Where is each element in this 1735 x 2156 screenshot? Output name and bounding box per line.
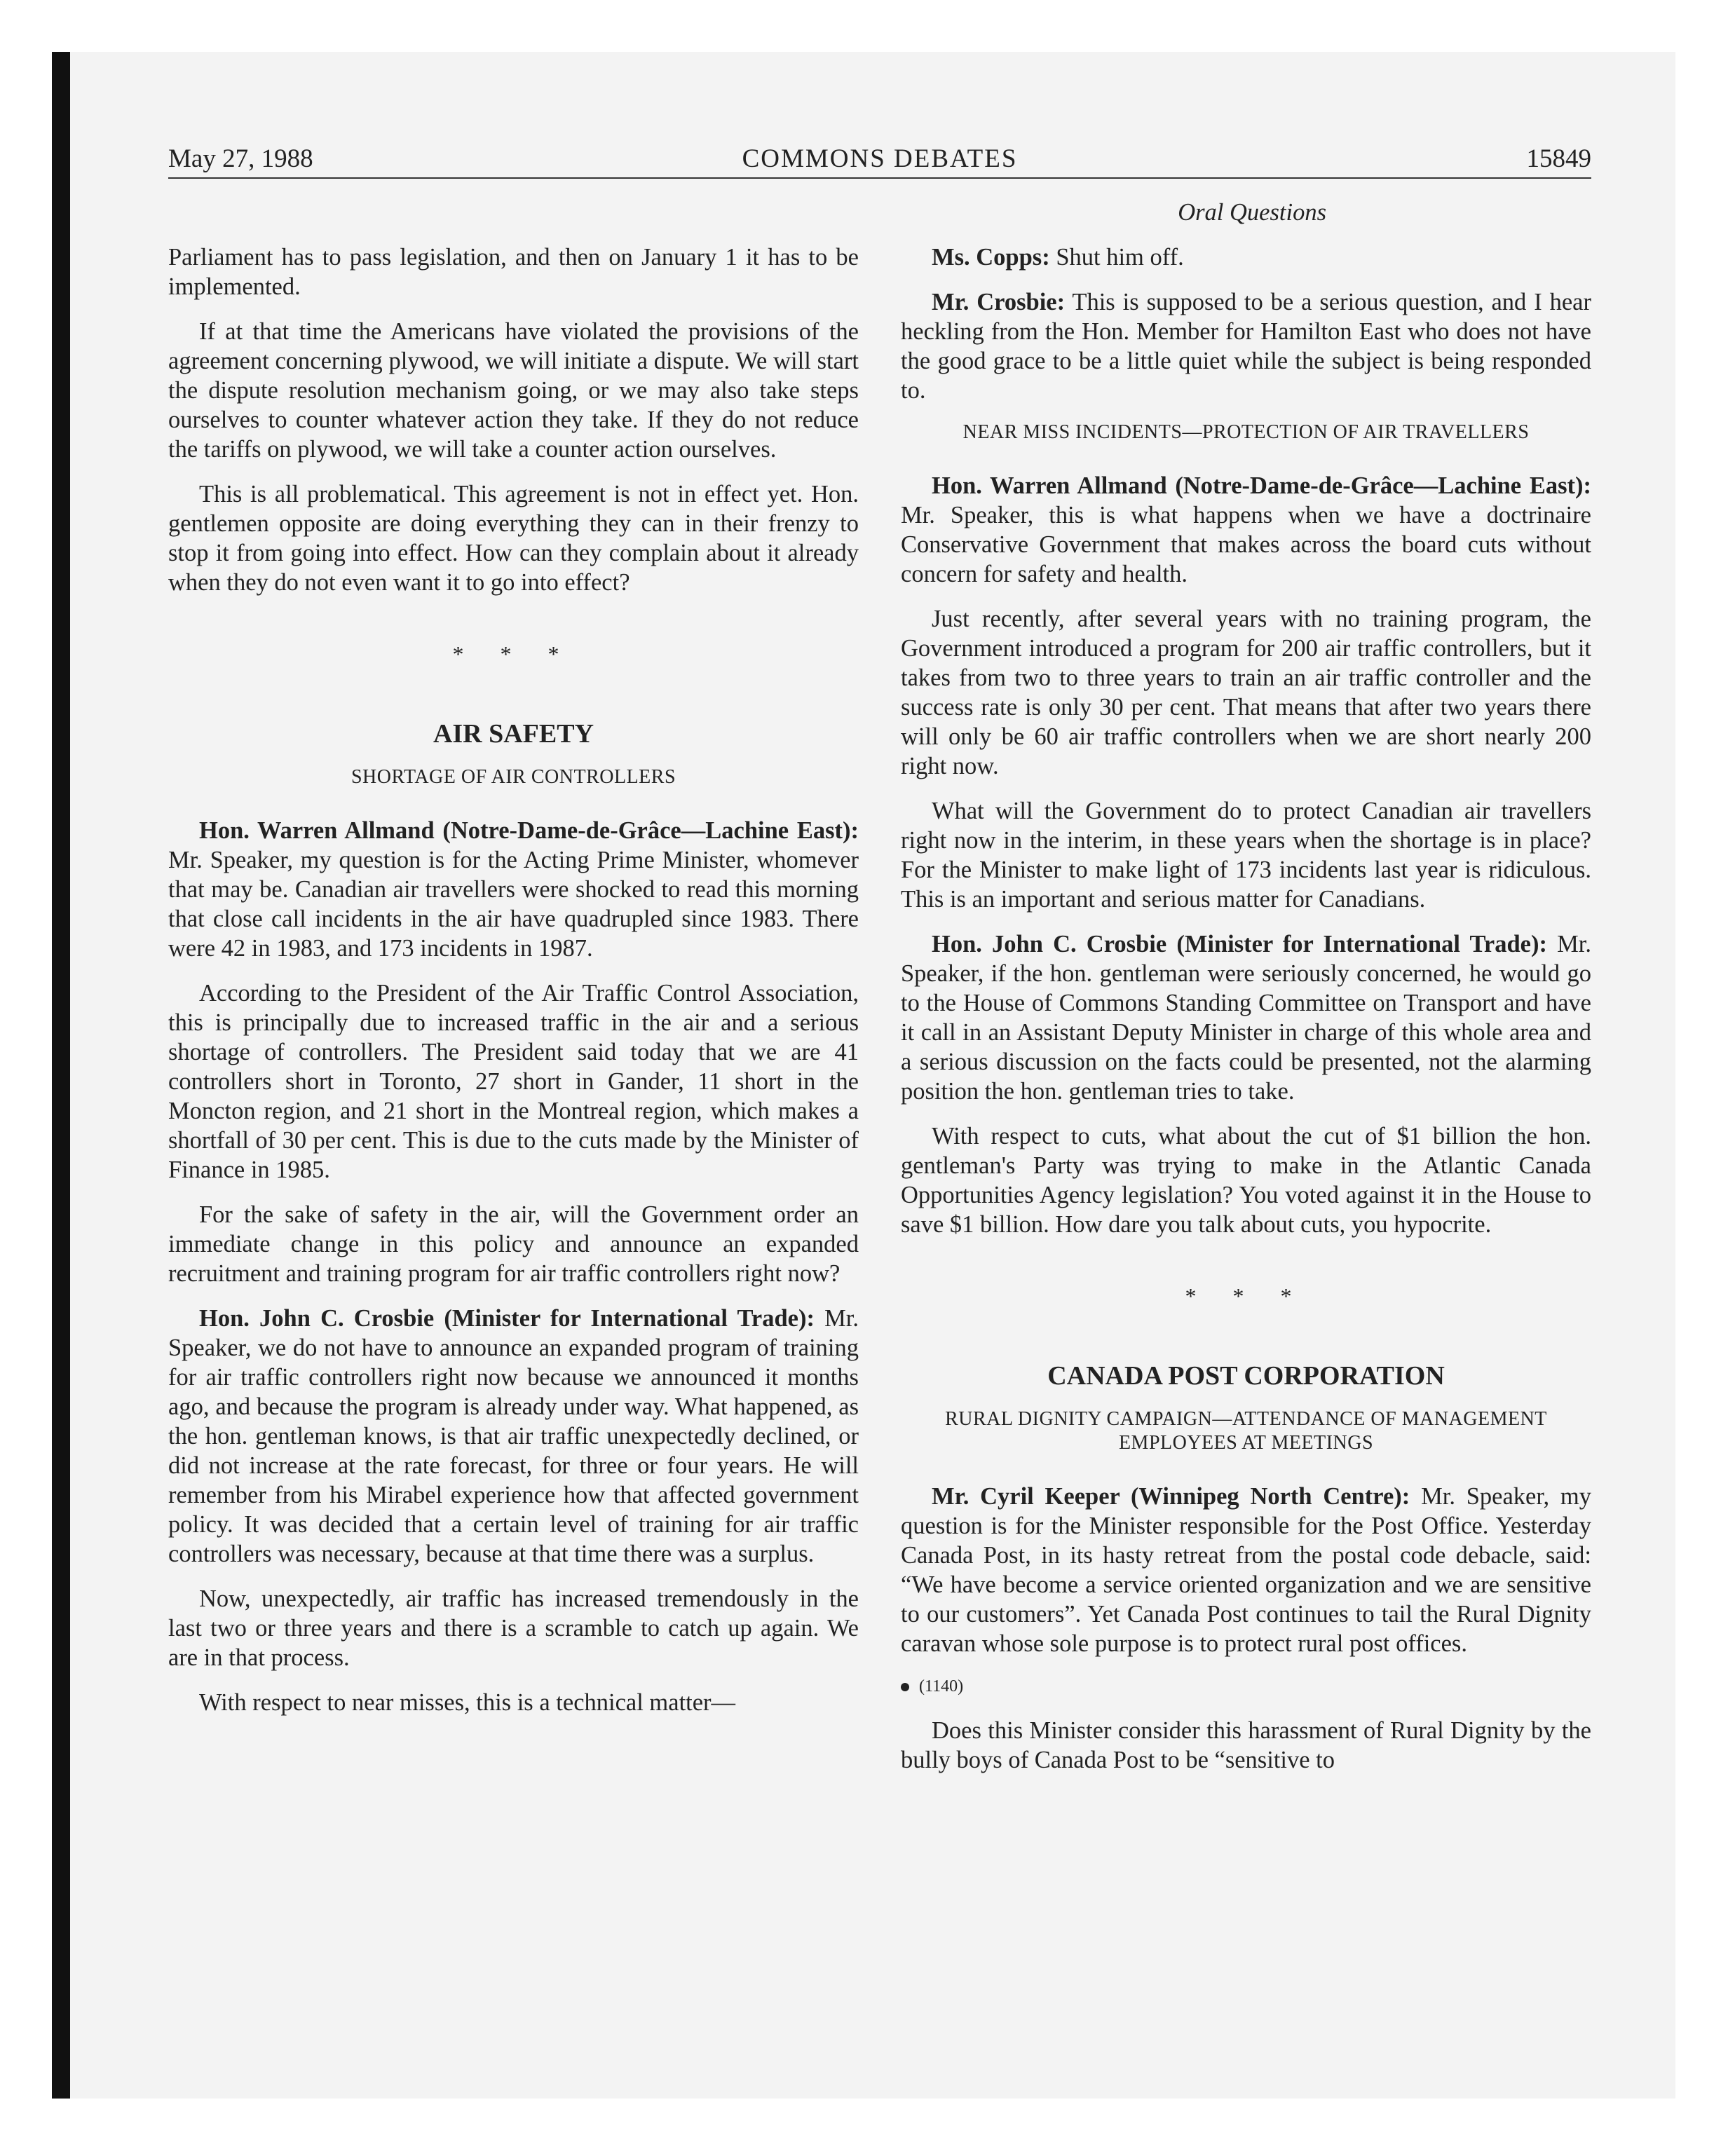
header-date: May 27, 1988 (168, 144, 313, 173)
left-paragraph-2: If at that time the Americans have violated the provisions of the agreement concerning plywood, we will initiate a dispute. We will start the dispute resolution mechanism going, or we may also take steps ourselves to counter whatever action they take. If they do not reduce the tariffs on plywood, we will take a counter action ourselves. (168, 318, 859, 463)
speech-keeper (901, 1482, 1591, 1658)
running-header (168, 144, 1591, 179)
left-paragraph-1: Parliament has to pass legislation, and then on January 1 it has to be implemented. (168, 244, 859, 300)
speech-text: Shut him off. (1049, 244, 1184, 271)
left-column (168, 198, 859, 1733)
speech-text: Mr. Speaker, we do not have to announce an expanded program of training for air traffic controllers right now because we announced it months ago, and because the program is already under way. What happened, as the hon. gentleman knows, is that air traffic unexpectedly declined, or did not increase at the rate forecast, for three or four years. He will remember from his Mirabel experience how that affected government policy. It was decided that a certain level of training for air traffic controllers was necessary, because at that time there was a surplus. (168, 1305, 859, 1567)
left-paragraph-7: With respect to near misses, this is a technical matter— (199, 1689, 736, 1716)
speaker-name: Hon. John C. Crosbie (Minister for International Trade): (932, 931, 1547, 957)
section-separator: * * * (452, 641, 575, 667)
speech-crosbie-2 (901, 287, 1591, 405)
speaker-name: Hon. Warren Allmand (Notre-Dame-de-Grâce—Lachine East): (199, 817, 859, 844)
left-column-spacer (168, 198, 859, 243)
speech-copps (901, 243, 1591, 272)
time-marker-text: (1140) (919, 1677, 964, 1696)
subheading-shortage: SHORTAGE OF AIR CONTROLLERS (351, 766, 676, 788)
right-paragraph-3: With respect to cuts, what about the cut of $1 billion the hon. gentleman's Party was trying to make in the Atlantic Canada Opportunities Agency legislation? You voted against it in the House to save $1 billion. How dare you talk about cuts, you hypocrite. (901, 1123, 1591, 1238)
time-marker (901, 1674, 1591, 1699)
subheading-near-miss: NEAR MISS INCIDENTS—PROTECTION OF AIR TRAVELLERS (962, 421, 1530, 443)
scan-edge-bar (52, 52, 70, 2099)
speech-text: This is supposed to be a serious question, and I hear heckling from the Hon. Member for Hamilton East who does not have the good grace to be a little quiet while the subject is being responded to. (901, 289, 1591, 404)
speaker-name: Hon. Warren Allmand (Notre-Dame-de-Grâce—Lachine East): (932, 472, 1591, 499)
left-paragraph-4: According to the President of the Air Traffic Control Association, this is principally due to increased traffic in the air and a serious shortage of controllers. The President said today that we are 41 controllers short in Toronto, 27 short in Gander, 11 short in the Moncton region, and 21 short in the Montreal region, which makes a shortfall of 30 per cent. This is due to the cuts made by the Minister of Finance in 1985. (168, 980, 859, 1183)
section-label-oral-questions: Oral Questions (1178, 199, 1326, 226)
right-paragraph-1: Just recently, after several years with no training program, the Government introduced a program for 200 air traffic controllers, but it takes from two to three years to train an air traffic controller and the success rate is only 30 per cent. That means that after two years there will only be 60 air traffic controllers when we are short nearly 200 right now. (901, 606, 1591, 779)
right-paragraph-4: Does this Minister consider this harassment of Rural Dignity by the bully boys of Canada Post to be “sensitive to (901, 1717, 1591, 1773)
section-heading-air-safety: AIR SAFETY (433, 719, 594, 749)
header-title: COMMONS DEBATES (742, 144, 1018, 173)
speech-text: Mr. Speaker, if the hon. gentleman were seriously concerned, he would go to the House of Commons Standing Committee on Transport and have it call in an Assistant Deputy Minister in charge of this whole area and a serious discussion on the facts could be presented, not the alarming position the hon. gentleman tries to take. (901, 931, 1592, 1105)
right-paragraph-2: What will the Government do to protect Canadian air travellers right now in the interim, in these years when the shortage is in place? For the Minister to make light of 173 incidents last year is ridiculous. This is an important and serious matter for Canadians. (901, 798, 1591, 913)
speech-crosbie-1 (168, 1304, 859, 1569)
speaker-name: Mr. Crosbie: (932, 289, 1066, 315)
speech-crosbie-3 (901, 929, 1591, 1106)
header-page-number: 15849 (1526, 144, 1591, 173)
left-paragraph-6: Now, unexpectedly, air traffic has increased tremendously in the last two or three years and there is a scramble to catch up again. We are in that process. (168, 1585, 859, 1671)
speech-allmand-2 (901, 471, 1591, 589)
right-column (901, 198, 1591, 1790)
speech-text: Mr. Speaker, my question is for the Minister responsible for the Post Office. Yesterday Canada Post, in its hasty retreat from the postal code debacle, said: “We have become a service oriented organization and we are sensitive to our customers”. Yet Canada Post continues to tail the Rural Dignity caravan whose sole purpose is to protect rural post offices. (901, 1483, 1591, 1657)
speech-text: Mr. Speaker, my question is for the Acting Prime Minister, whomever that may be. Canadian air travellers were shocked to read this morning that close call incidents in the air have quadrupled since 1983. There were 42 in 1983, and 173 incidents in 1987. (168, 847, 859, 962)
speaker-name: Ms. Copps: (932, 244, 1050, 271)
speaker-name: Mr. Cyril Keeper (Winnipeg North Centre): (932, 1483, 1410, 1510)
bullet-icon (901, 1683, 909, 1691)
speech-allmand-1 (168, 816, 859, 963)
left-paragraph-5: For the sake of safety in the air, will the Government order an immediate change in this policy and announce an expanded recruitment and training program for air traffic controllers right now? (168, 1201, 859, 1287)
speech-text: Mr. Speaker, this is what happens when we have a doctrinaire Conservative Government that makes across the board cuts without concern for safety and health. (901, 502, 1591, 587)
section-heading-canada-post: CANADA POST CORPORATION (1047, 1361, 1445, 1391)
subheading-rural-dignity: RURAL DIGNITY CAMPAIGN—ATTENDANCE OF MANAGEMENT EMPLOYEES AT MEETINGS (945, 1408, 1547, 1454)
left-paragraph-3: This is all problematical. This agreement is not in effect yet. Hon. gentlemen opposite are doing everything they can in their frenzy to stop it from going into effect. How can they complain about it already when they do not even want it to go into effect? (168, 481, 859, 596)
speaker-name: Hon. John C. Crosbie (Minister for International Trade): (199, 1305, 815, 1332)
section-separator: * * * (1185, 1283, 1307, 1309)
